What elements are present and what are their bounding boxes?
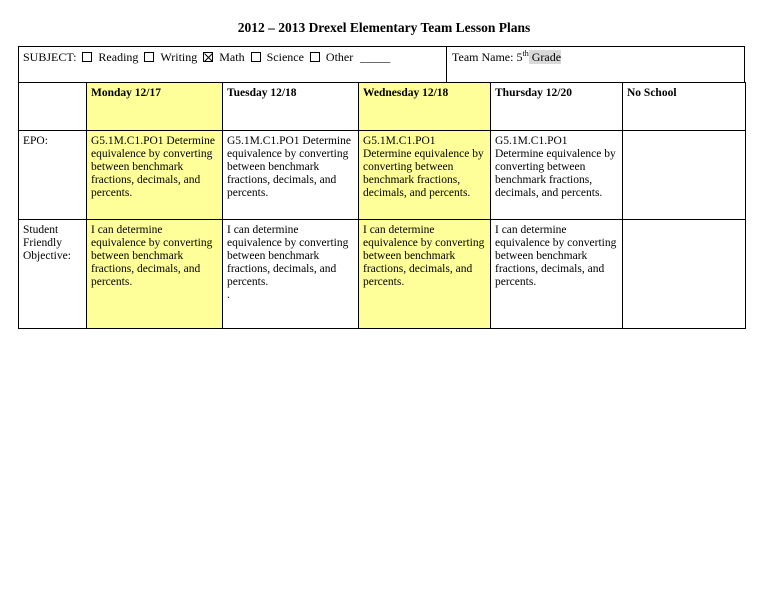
epo-thursday: G5.1M.C1.PO1 Determine equivalence by converting between benchmark fractions, decimals, and percents. bbox=[491, 131, 623, 220]
header-row bbox=[19, 83, 746, 131]
subject-row bbox=[18, 46, 745, 83]
writing-label: Writing bbox=[160, 50, 198, 64]
table-row bbox=[19, 131, 746, 220]
science-label: Science bbox=[266, 50, 304, 64]
reading-checkbox[interactable] bbox=[82, 52, 92, 62]
objective-thursday: I can determine equivalence by converting between benchmark fractions, decimals, and percents. bbox=[491, 220, 623, 329]
other-label: Other bbox=[325, 50, 354, 64]
objective-monday: I can determine equivalence by converting between benchmark fractions, decimals, and percents. bbox=[87, 220, 223, 329]
math-label: Math bbox=[219, 50, 245, 64]
other-checkbox[interactable] bbox=[310, 52, 320, 62]
epo-monday: G5.1M.C1.PO1 Determine equivalence by converting between benchmark fractions, decimals, and percents. bbox=[87, 131, 223, 220]
team-suffix: th bbox=[522, 49, 529, 58]
document-title: 2012 – 2013 Drexel Elementary Team Lesson Plans bbox=[237, 20, 531, 35]
epo-wednesday: G5.1M.C1.PO1 Determine equivalence by converting between benchmark fractions, decimals, and percents. bbox=[359, 131, 491, 220]
math-checkbox[interactable] bbox=[203, 52, 213, 62]
row-label-objective: Student Friendly Objective: bbox=[19, 220, 87, 329]
science-checkbox[interactable] bbox=[251, 52, 261, 62]
objective-tuesday: I can determine equivalence by converting between benchmark fractions, decimals, and percents. . bbox=[223, 220, 359, 329]
objective-wednesday: I can determine equivalence by converting between benchmark fractions, decimals, and percents. bbox=[359, 220, 491, 329]
other-blank: _____ bbox=[360, 50, 391, 64]
header-tuesday: Tuesday 12/18 bbox=[223, 83, 359, 131]
team-grade: Grade bbox=[528, 50, 562, 64]
header-cell-blank bbox=[19, 83, 87, 131]
epo-no-school bbox=[623, 131, 746, 220]
subject-label: SUBJECT: bbox=[23, 50, 77, 64]
reading-label: Reading bbox=[98, 50, 139, 64]
epo-tuesday: G5.1M.C1.PO1 Determine equivalence by converting between benchmark fractions, decimals, and percents. bbox=[223, 131, 359, 220]
header-monday: Monday 12/17 bbox=[87, 83, 223, 131]
team-name bbox=[452, 50, 561, 65]
header-wednesday: Wednesday 12/18 bbox=[359, 83, 491, 131]
table-row bbox=[19, 220, 746, 329]
row-label-epo: EPO: bbox=[19, 131, 87, 220]
objective-no-school bbox=[623, 220, 746, 329]
writing-checkbox[interactable] bbox=[144, 52, 154, 62]
lesson-plan-table bbox=[18, 82, 746, 329]
header-no-school: No School bbox=[623, 83, 746, 131]
subject-selector bbox=[19, 47, 447, 83]
header-thursday: Thursday 12/20 bbox=[491, 83, 623, 131]
team-label: Team Name: 5 bbox=[452, 50, 523, 64]
